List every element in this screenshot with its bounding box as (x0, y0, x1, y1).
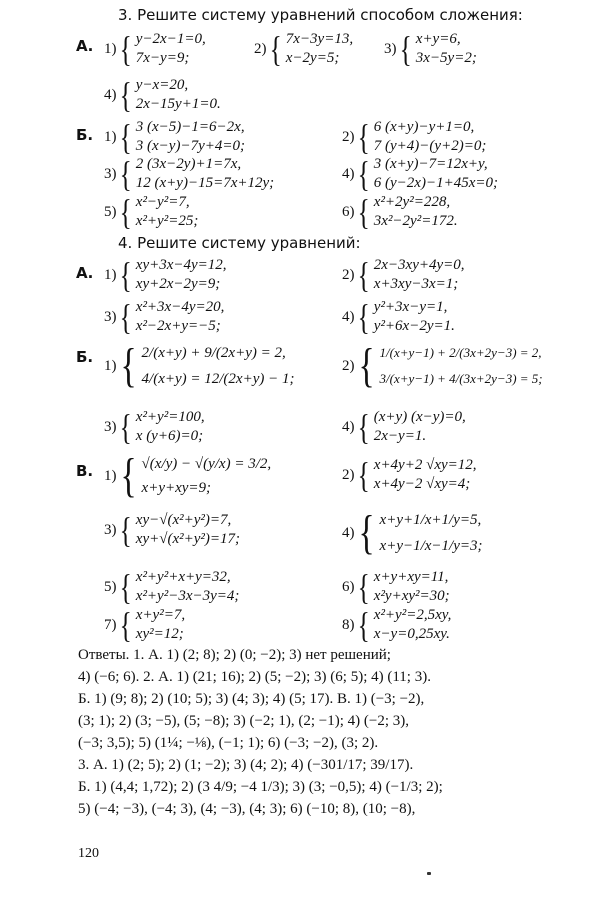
item-number: 8) (342, 616, 355, 633)
brace: { (357, 255, 370, 295)
equation: 7x−3y=13, (285, 31, 354, 47)
item-number: 2) (342, 128, 355, 145)
brace: { (119, 255, 132, 295)
answer-line: Б. 1) (9; 8); 2) (10; 5); 3) (4; 3); 4) (5; 17). В. 1) (−3; −2), (78, 691, 425, 707)
equation: x−2y=5; (285, 50, 340, 66)
equation: xy²=12; (135, 626, 184, 642)
brace: { (357, 407, 370, 447)
system-4a-2 (342, 256, 465, 294)
answer-line: Ответы. 1. А. 1) (2; 8); 2) (0; −2); 3) нет решений; (78, 647, 391, 663)
group-label-v: В. (76, 462, 94, 480)
item-number: 3) (104, 418, 117, 435)
section-3-title: 3. Решите систему уравнений способом сложения: (118, 6, 523, 24)
equation: y²+3x−y=1, (373, 299, 448, 315)
item-number: 5) (104, 578, 117, 595)
brace: { (357, 567, 370, 607)
brace: { (119, 297, 132, 337)
equation: y²+6x−2y=1. (373, 318, 455, 334)
equation: 6 (x+y)−y+1=0, (373, 119, 475, 135)
system-4b-3 (104, 408, 205, 446)
group-label-b: Б. (76, 348, 94, 366)
equation: x+y+xy=11, (373, 569, 449, 585)
answer-line: 3. А. 1) (2; 5); 2) (1; −2); 3) (4; 2); 4) (−301/17; 39/17). (78, 757, 414, 773)
equation: x²y+xy²=30; (373, 588, 450, 604)
brace: { (119, 339, 137, 392)
system-4v-5 (104, 568, 239, 606)
answer-line: Б. 1) (4,4; 1,72); 2) (3 4/9; −4 1/3); 3) (3; −0,5); 4) (−1/3; 2); (78, 779, 443, 795)
item-number: 7) (104, 616, 117, 633)
equation: x+y+xy=9; (141, 480, 212, 496)
equation: 3/(x+y−1) + 4/(3x+2y−3) = 5; (379, 371, 543, 386)
system-4v-6 (342, 568, 450, 606)
equation: xy+√(x²+y²)=17; (135, 531, 240, 547)
item-number: 1) (104, 467, 117, 484)
equation: 3 (x−y)−7y+4=0; (135, 138, 245, 154)
answer-line: 5) (−4; −3), (−4; 3), (4; −3), (4; 3); 6) (−10; 8), (10; −8), (78, 801, 416, 817)
equation: x²+y²=25; (135, 213, 199, 229)
brace: { (119, 510, 132, 550)
brace: { (357, 605, 370, 645)
brace: { (357, 297, 370, 337)
item-number: 3) (104, 521, 117, 538)
equation: 4/(x+y) = 12/(2x+y) − 1; (141, 371, 295, 387)
system-3a-1 (104, 30, 206, 68)
brace: { (119, 154, 132, 194)
system-3b-2 (342, 118, 486, 156)
system-3a-3 (384, 30, 477, 68)
equation: 3 (x+y)−7=12x+y, (373, 156, 488, 172)
item-number: 2) (342, 266, 355, 283)
item-number: 1) (104, 40, 117, 57)
item-number: 4) (342, 308, 355, 325)
brace: { (357, 455, 370, 495)
equation: x+3xy−3x=1; (373, 276, 459, 292)
equation: xy+2x−2y=9; (135, 276, 221, 292)
system-4b-4 (342, 408, 466, 446)
item-number: 2) (342, 357, 355, 374)
equation: 2x−3xy+4y=0, (373, 257, 465, 273)
item-number: 1) (104, 128, 117, 145)
equation: 3 (x−5)−1=6−2x, (135, 119, 245, 135)
equation: x+4y−2 √xy=4; (373, 476, 471, 492)
brace: { (269, 29, 282, 69)
equation: x+4y+2 √xy=12, (373, 457, 477, 473)
system-4b-1 (104, 340, 294, 392)
brace: { (357, 339, 375, 392)
equation: x²+y²=2,5xy, (373, 607, 452, 623)
equation: x²+y²+x+y=32, (135, 569, 231, 585)
item-number: 6) (342, 203, 355, 220)
item-number: 3) (384, 40, 397, 57)
item-number: 2) (342, 466, 355, 483)
system-4a-4 (342, 298, 455, 336)
item-number: 4) (342, 418, 355, 435)
system-3b-6 (342, 193, 458, 231)
equation: x+y=6, (415, 31, 461, 47)
answer-line: (3; 1); 2) (3; −5), (5; −8); 3) (−2; 1), (2; −1); 4) (−2; 3), (78, 713, 409, 729)
equation: x²+2y²=228, (373, 194, 451, 210)
system-4a-3 (104, 298, 224, 336)
item-number: 4) (342, 165, 355, 182)
brace: { (119, 605, 132, 645)
item-number: 4) (104, 86, 117, 103)
equation: 2 (3x−2y)+1=7x, (135, 156, 242, 172)
equation: x+y²=7, (135, 607, 186, 623)
equation: 3x²−2y²=172. (373, 213, 458, 229)
system-4a-1 (104, 256, 227, 294)
item-number: 3) (104, 165, 117, 182)
equation: x²−2x+y=−5; (135, 318, 221, 334)
system-4v-3 (104, 511, 240, 549)
item-number: 1) (104, 357, 117, 374)
system-3b-4 (342, 155, 498, 193)
system-4v-4 (342, 507, 483, 559)
system-3b-1 (104, 118, 245, 156)
system-4v-2 (342, 456, 477, 494)
system-4b-2 (342, 340, 543, 392)
system-3a-4 (104, 76, 221, 114)
system-3b-3 (104, 155, 274, 193)
equation: xy+3x−4y=12, (135, 257, 227, 273)
equation: x (y+6)=0; (135, 428, 204, 444)
equation: 3x−5y=2; (415, 50, 477, 66)
equation: y−2x−1=0, (135, 31, 206, 47)
brace: { (119, 449, 137, 502)
equation: x²+y²−3x−3y=4; (135, 588, 240, 604)
equation: 12 (x+y)−15=7x+12y; (135, 175, 275, 191)
brace: { (119, 29, 132, 69)
brace: { (119, 117, 132, 157)
system-3a-2 (254, 30, 353, 68)
item-number: 3) (104, 308, 117, 325)
item-number: 2) (254, 40, 267, 57)
brace: { (119, 192, 132, 232)
equation: x²+3x−4y=20, (135, 299, 225, 315)
section-4-title: 4. Решите систему уравнений: (118, 234, 361, 252)
equation: 6 (y−2x)−1+45x=0; (373, 175, 498, 191)
equation: (x+y) (x−y)=0, (373, 409, 466, 425)
equation: 2/(x+y) + 9/(2x+y) = 2, (141, 345, 286, 361)
answer-line: (−3; 3,5); 5) (1¼; −⅛), (−1; 1); 6) (−3; −2), (3; 2). (78, 735, 379, 751)
equation: √(x/y) − √(y/x) = 3/2, (141, 456, 272, 472)
equation: 7x−y=9; (135, 50, 190, 66)
item-number: 5) (104, 203, 117, 220)
brace: { (357, 506, 375, 559)
brace: { (357, 192, 370, 232)
equation: xy−√(x²+y²)=7, (135, 512, 232, 528)
system-4v-1 (104, 449, 272, 502)
brace: { (119, 407, 132, 447)
group-label-a: А. (76, 37, 94, 55)
equation: x−y=0,25xy. (373, 626, 450, 642)
brace: { (357, 117, 370, 157)
item-number: 6) (342, 578, 355, 595)
equation: x+y+1/x+1/y=5, (379, 512, 482, 528)
brace: { (119, 567, 132, 607)
answer-line: 4) (−6; 6). 2. А. 1) (21; 16); 2) (5; −2); 3) (6; 5); 4) (11; 3). (78, 669, 431, 685)
brace: { (357, 154, 370, 194)
brace: { (399, 29, 412, 69)
equation: x²−y²=7, (135, 194, 190, 210)
equation: 2x−y=1. (373, 428, 427, 444)
group-label-b: Б. (76, 126, 94, 144)
equation: 1/(x+y−1) + 2/(3x+2y−3) = 2, (379, 345, 542, 360)
equation: x+y−1/x−1/y=3; (379, 538, 483, 554)
group-label-a: А. (76, 264, 94, 282)
equation: x²+y²=100, (135, 409, 205, 425)
system-4v-7 (104, 606, 185, 644)
item-number: 4) (342, 524, 355, 541)
page-number: 120 (78, 846, 99, 861)
system-4v-8 (342, 606, 451, 644)
print-speck (427, 872, 431, 875)
equation: 7 (y+4)−(y+2)=0; (373, 138, 487, 154)
brace: { (119, 75, 132, 115)
equation: 2x−15y+1=0. (135, 96, 221, 112)
answers-block (78, 644, 574, 820)
item-number: 1) (104, 266, 117, 283)
system-3b-5 (104, 193, 198, 231)
equation: y−x=20, (135, 77, 189, 93)
